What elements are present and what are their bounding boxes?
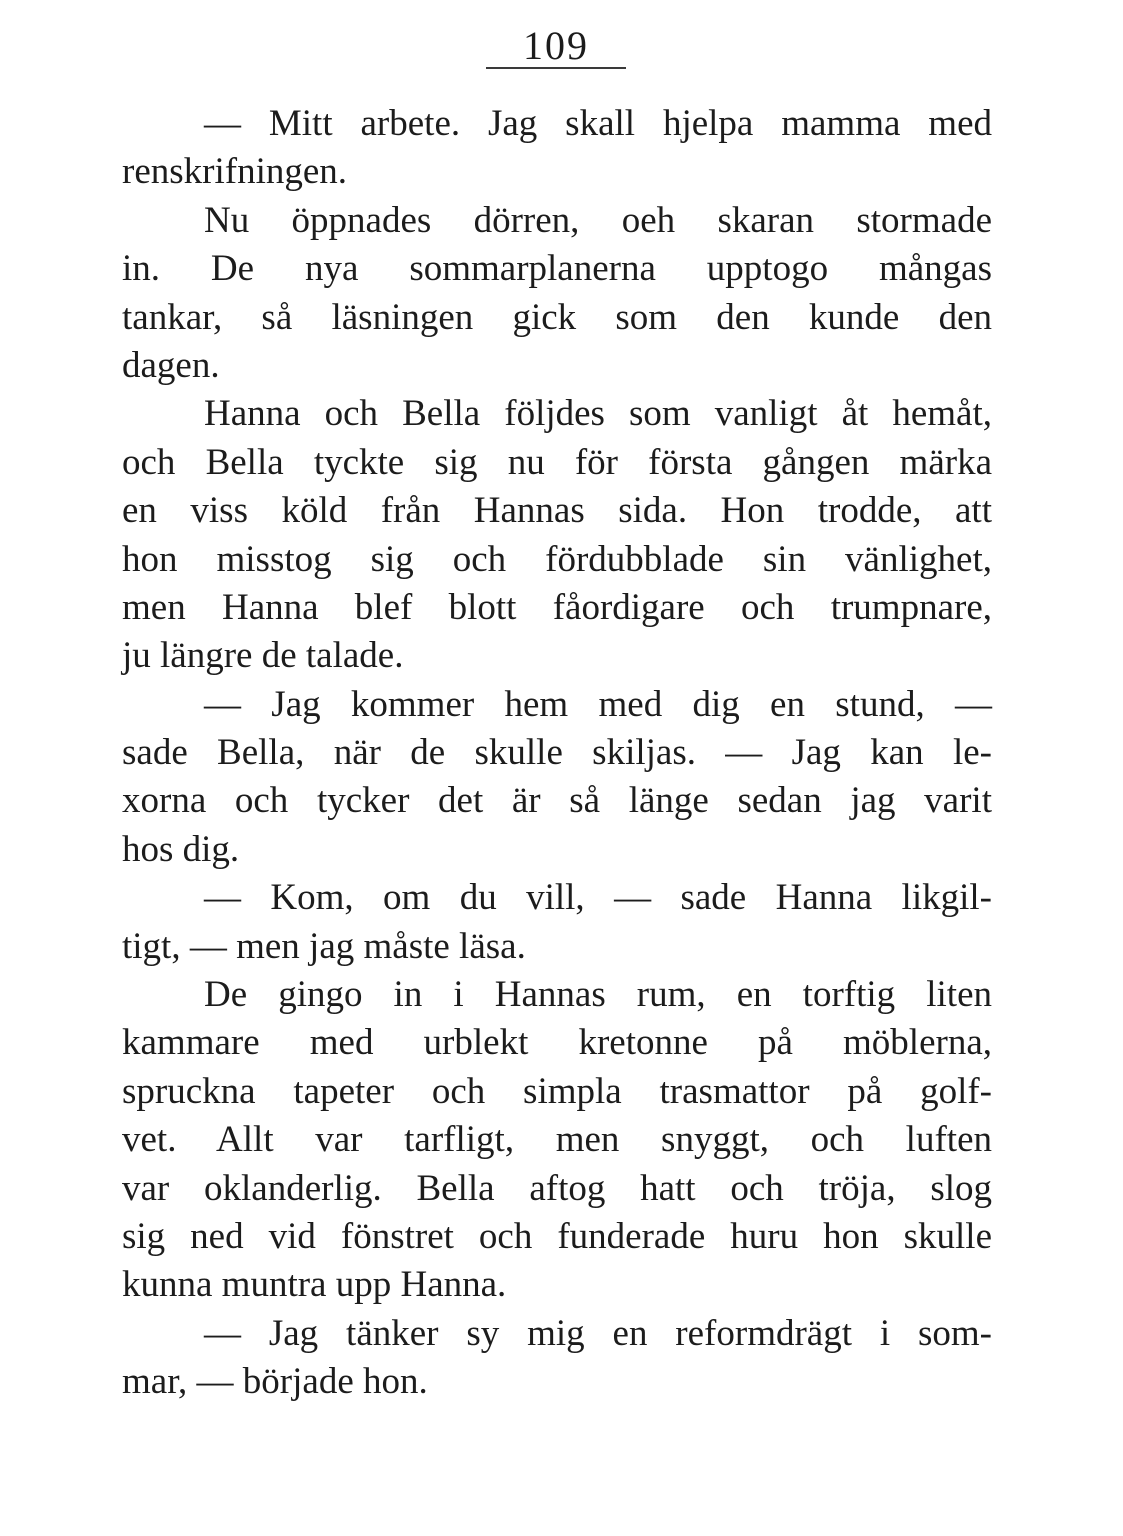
text-line: in. De nya sommarplanerna upptogo mångas (122, 248, 992, 290)
text-line: — Jag tänker sy mig en reformdrägt i som- (204, 1312, 992, 1354)
page-number-rule (486, 67, 626, 69)
text-line: Nu öppnades dörren, oeh skaran stormade (204, 199, 992, 241)
text-line: sade Bella, när de skulle skiljas. — Jag kan le- (122, 732, 992, 774)
text-line: men Hanna blef blott fåordigare och trumpnare, (122, 586, 992, 628)
text-line: spruckna tapeter och simpla trasmattor på golf- (122, 1070, 992, 1112)
text-line: renskrifningen. (122, 151, 348, 193)
text-line: och Bella tyckte sig nu för första gången märka (122, 441, 992, 483)
text-line: kunna muntra upp Hanna. (122, 1264, 507, 1306)
text-line: xorna och tycker det är så länge sedan jag varit (122, 780, 992, 822)
text-line: vet. Allt var tarfligt, men snyggt, och luften (122, 1119, 992, 1161)
text-line: — Kom, om du vill, — sade Hanna likgil- (204, 877, 992, 919)
text-line: ju längre de talade. (122, 635, 404, 677)
text-line: kammare med urblekt kretonne på möblerna, (122, 1022, 992, 1064)
text-line: tigt, — men jag måste läsa. (122, 925, 526, 967)
text-line: Hanna och Bella följdes som vanligt åt hemåt, (204, 393, 992, 435)
body-text (122, 100, 992, 1407)
text-line: var oklanderlig. Bella aftog hatt och tröja, slog (122, 1167, 992, 1209)
page-number: 109 (523, 23, 589, 68)
text-line: — Jag kommer hem med dig en stund, — (204, 683, 992, 725)
text-line: sig ned vid fönstret och funderade huru hon skulle (122, 1215, 992, 1257)
text-line: — Mitt arbete. Jag skall hjelpa mamma med (204, 103, 992, 144)
text-line: dagen. (122, 344, 220, 386)
text-line: hon misstog sig och fördubblade sin vänlighet, (122, 538, 992, 580)
text-line: tankar, så läsningen gick som den kunde den (122, 296, 992, 338)
text-line: hos dig. (122, 828, 240, 870)
text-line: en viss köld från Hannas sida. Hon trodde, att (122, 490, 992, 532)
text-line: De gingo in i Hannas rum, en torftig liten (204, 974, 992, 1016)
text-line: mar, — började hon. (122, 1361, 428, 1403)
